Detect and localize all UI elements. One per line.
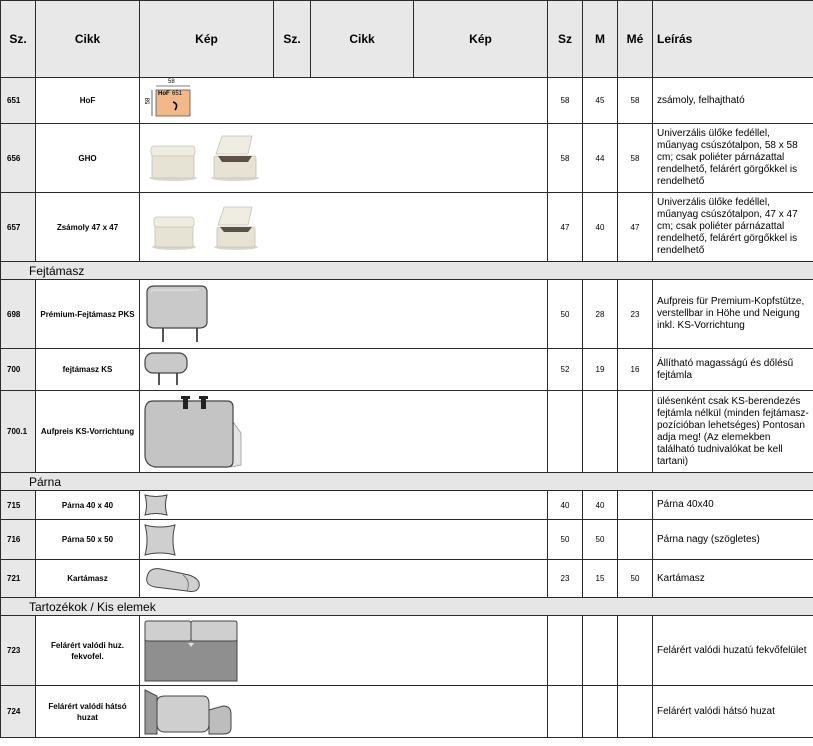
ks-mechanism-drawing <box>143 393 243 471</box>
section-title: Fejtámasz <box>1 262 813 280</box>
header-row <box>1 1 813 78</box>
item-number: 724 <box>1 686 36 738</box>
table-row <box>1 193 813 262</box>
item-image <box>140 616 548 686</box>
depth-value <box>618 686 653 738</box>
width-value: 47 <box>548 193 583 262</box>
header-cikk-2: Cikk <box>311 1 414 78</box>
width-value: 23 <box>548 560 583 598</box>
depth-value: 50 <box>618 560 653 598</box>
item-image <box>140 686 548 738</box>
header-sz: Sz. <box>1 1 36 78</box>
width-value: 52 <box>548 349 583 391</box>
header-sz-2: Sz. <box>274 1 311 78</box>
table-row <box>1 78 813 124</box>
section-header-headrest <box>1 262 813 280</box>
depth-value <box>618 616 653 686</box>
table-row <box>1 686 813 738</box>
depth-value <box>618 520 653 560</box>
item-description: Párna nagy (szögletes) <box>653 520 813 560</box>
width-value <box>548 391 583 473</box>
diagram-name-label: HoF <box>158 91 170 97</box>
section-header-cushion <box>1 473 813 491</box>
table-row <box>1 616 813 686</box>
height-value: 45 <box>583 78 618 124</box>
item-description: Felárért valódi hátsó huzat <box>653 686 813 738</box>
headrest-drawing <box>143 351 189 389</box>
diagram-width-label: 58 <box>168 79 175 85</box>
item-image <box>140 349 548 391</box>
item-number: 700.1 <box>1 391 36 473</box>
footstool-dimension-diagram <box>145 79 198 120</box>
item-description: Kartámasz <box>653 560 813 598</box>
back-cover-drawing <box>143 688 239 736</box>
width-value: 58 <box>548 124 583 193</box>
header-kep: Kép <box>140 1 274 78</box>
item-image <box>140 560 548 598</box>
item-number: 723 <box>1 616 36 686</box>
table-row <box>1 491 813 520</box>
width-value: 40 <box>548 491 583 520</box>
armrest-cushion-drawing <box>143 563 203 595</box>
item-description: Aufpreis für Premium-Kopfstütze, verstellbar in Höhe und Neigung inkl. KS-Vorrichtung <box>653 280 813 349</box>
width-value: 50 <box>548 280 583 349</box>
depth-value: 58 <box>618 124 653 193</box>
item-name: Prémium-Fejtámasz PKS <box>36 280 140 349</box>
item-name: Kartámasz <box>36 560 140 598</box>
item-description: Párna 40x40 <box>653 491 813 520</box>
diagram-depth-label: 58 <box>145 97 152 105</box>
item-image <box>140 280 548 349</box>
item-number: 656 <box>1 124 36 193</box>
height-value: 15 <box>583 560 618 598</box>
item-image <box>140 124 548 193</box>
item-name: Zsámoly 47 x 47 <box>36 193 140 262</box>
diagram-number-label: 651 <box>172 91 183 97</box>
depth-value: 23 <box>618 280 653 349</box>
section-title: Tartozékok / Kis elemek <box>1 598 813 616</box>
height-value: 40 <box>583 193 618 262</box>
cushion-small-drawing <box>143 493 169 517</box>
item-number: 716 <box>1 520 36 560</box>
item-name: Párna 40 x 40 <box>36 491 140 520</box>
table-row <box>1 280 813 349</box>
item-number: 651 <box>1 78 36 124</box>
header-kep-2: Kép <box>414 1 548 78</box>
item-image <box>140 391 548 473</box>
item-image <box>140 78 548 124</box>
ottoman-closed-photo <box>148 201 200 253</box>
item-description: Felárért valódi huzatú fekvőfelület <box>653 616 813 686</box>
item-name: HoF <box>36 78 140 124</box>
table-row <box>1 391 813 473</box>
ottoman-open-photo <box>208 130 262 184</box>
depth-value: 47 <box>618 193 653 262</box>
height-value: 40 <box>583 491 618 520</box>
item-name: fejtámasz KS <box>36 349 140 391</box>
height-value: 44 <box>583 124 618 193</box>
item-image <box>140 520 548 560</box>
header-depth: Mé <box>618 1 653 78</box>
ottoman-open-photo <box>210 201 262 253</box>
item-name: Párna 50 x 50 <box>36 520 140 560</box>
header-description: Leírás <box>653 1 813 78</box>
premium-headrest-drawing <box>143 284 209 346</box>
item-description: Univerzális ülőke fedéllel, műanyag csúszótalpon, 58 x 58 cm; csak poliéter párnázattal rendelhető, felárért görgőkkel is rendelhető <box>653 124 813 193</box>
section-header-accessories <box>1 598 813 616</box>
sleeping-surface-cover-drawing <box>143 619 239 683</box>
item-image <box>140 491 548 520</box>
section-title: Párna <box>1 473 813 491</box>
item-description: zsámoly, felhajtható <box>653 78 813 124</box>
height-value <box>583 616 618 686</box>
width-value: 50 <box>548 520 583 560</box>
table-row <box>1 560 813 598</box>
width-value: 58 <box>548 78 583 124</box>
item-number: 698 <box>1 280 36 349</box>
item-description: Állítható magasságú és dőlésű fejtámla <box>653 349 813 391</box>
header-width: Sz <box>548 1 583 78</box>
table-row <box>1 349 813 391</box>
height-value <box>583 686 618 738</box>
item-name: Felárért valódi hátsó huzat <box>36 686 140 738</box>
header-cikk: Cikk <box>36 1 140 78</box>
item-image <box>140 193 548 262</box>
item-name: GHO <box>36 124 140 193</box>
table-row <box>1 520 813 560</box>
height-value: 50 <box>583 520 618 560</box>
height-value <box>583 391 618 473</box>
item-name: Aufpreis KS-Vorrichtung <box>36 391 140 473</box>
depth-value <box>618 391 653 473</box>
ottoman-closed-photo <box>146 130 200 184</box>
item-description: ülésenként csak KS-berendezés fejtámla nélkül (minden fejtámasz-pozícióban lehetséges) Pontosan adja meg! (Az elemekben található tudnivalókat be kell tartani) <box>653 391 813 473</box>
item-description: Univerzális ülőke fedéllel, műanyag csúszótalpon, 47 x 47 cm; csak poliéter párnázattal rendelhető, felárért görgőkkel is rendelhető <box>653 193 813 262</box>
item-number: 700 <box>1 349 36 391</box>
depth-value: 58 <box>618 78 653 124</box>
table-row <box>1 124 813 193</box>
height-value: 28 <box>583 280 618 349</box>
cushion-large-drawing <box>143 523 177 557</box>
height-value: 19 <box>583 349 618 391</box>
header-height: M <box>583 1 618 78</box>
width-value <box>548 616 583 686</box>
item-number: 721 <box>1 560 36 598</box>
item-number: 657 <box>1 193 36 262</box>
depth-value: 16 <box>618 349 653 391</box>
depth-value <box>618 491 653 520</box>
item-name: Felárért valódi huz. fekvofel. <box>36 616 140 686</box>
item-number: 715 <box>1 491 36 520</box>
width-value <box>548 686 583 738</box>
